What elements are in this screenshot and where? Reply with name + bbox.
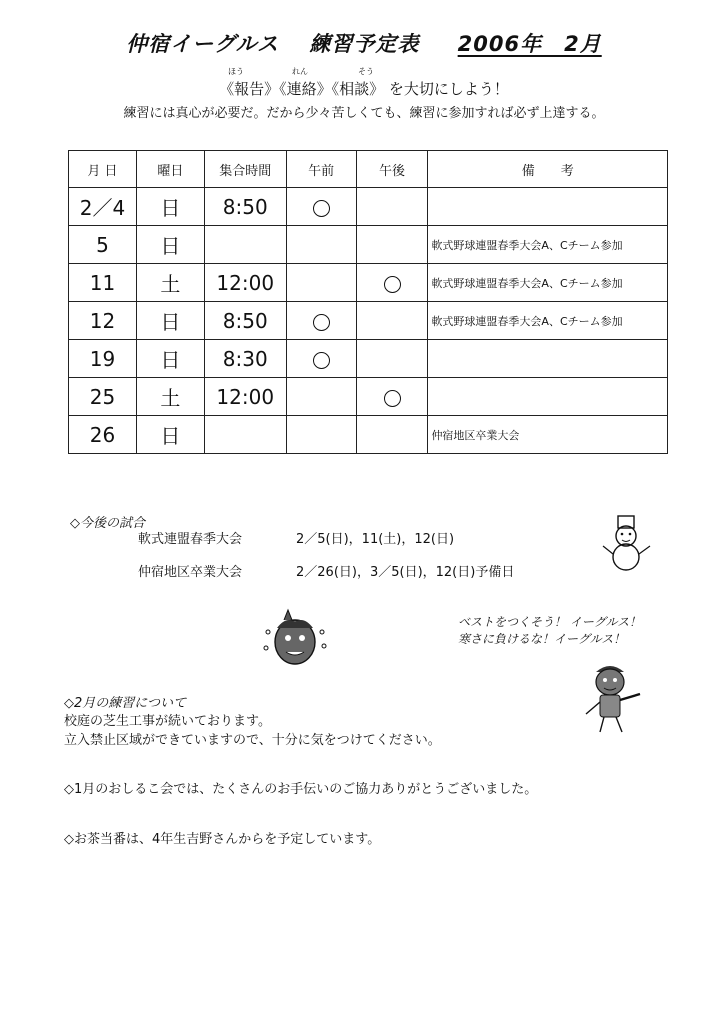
snowman-illustration <box>600 512 656 572</box>
cell-am <box>286 188 356 226</box>
cell-time: 12:00 <box>204 264 286 302</box>
baseball-player-illustration <box>576 656 646 736</box>
cell-note <box>428 188 668 226</box>
circle-mark <box>384 276 401 293</box>
cell-pm <box>356 416 428 454</box>
cell-note <box>428 340 668 378</box>
col-header-day: 曜日 <box>136 151 204 188</box>
cell-pm <box>356 226 428 264</box>
cell-date: 5 <box>69 226 137 264</box>
game-name: 仲宿地区卒業大会 <box>138 565 243 580</box>
cell-date: 25 <box>69 378 137 416</box>
cell-pm <box>356 264 428 302</box>
thanks-notice: ◇1月のおしるこ会では、たくさんのお手伝いのご協力ありがとうございました。 <box>64 782 538 797</box>
table-body <box>69 188 668 454</box>
cell-time <box>204 416 286 454</box>
cell-day: 土 <box>136 378 204 416</box>
col-header-pm: 午後 <box>356 151 428 188</box>
col-header-date: 月 日 <box>69 151 137 188</box>
schedule-table <box>68 150 668 454</box>
cell-date: 26 <box>69 416 137 454</box>
table-row <box>69 188 668 226</box>
cell-time: 8:50 <box>204 302 286 340</box>
cell-day: 日 <box>136 188 204 226</box>
col-header-am: 午前 <box>286 151 356 188</box>
game-dates: 2／26(日)，3／5(日)，12(日)予備日 <box>296 565 515 580</box>
game-dates: 2／5(日)，11(土)，12(日) <box>296 532 455 547</box>
circle-mark <box>313 314 330 331</box>
cell-am <box>286 226 356 264</box>
cell-note: 軟式野球連盟春季大会A、Cチーム参加 <box>428 226 668 264</box>
table-row <box>69 378 668 416</box>
practice-notice-heading: ◇2月の練習について <box>64 696 187 711</box>
cell-note <box>428 378 668 416</box>
col-header-notes: 備 考 <box>428 151 668 188</box>
table-row <box>69 302 668 340</box>
oni-mask-illustration <box>258 608 332 670</box>
team-name: 仲宿イーグルス <box>126 32 280 56</box>
slogan: 《報告》《連絡》《相談》 を大切にしよう！ <box>219 80 509 98</box>
cell-day: 日 <box>136 302 204 340</box>
cell-am <box>286 302 356 340</box>
circle-mark <box>313 200 330 217</box>
cheer-line-1: ベストをつくそう！ イーグルス！ <box>458 615 642 629</box>
game-name: 軟式連盟春季大会 <box>138 532 243 547</box>
cell-time: 8:30 <box>204 340 286 378</box>
cell-note: 軟式野球連盟春季大会A、Cチーム参加 <box>428 302 668 340</box>
practice-notice-line-1: 校庭の芝生工事が続いております。 <box>64 714 271 729</box>
cell-pm <box>356 340 428 378</box>
page-title <box>0 28 728 58</box>
cell-day: 日 <box>136 416 204 454</box>
table-row <box>69 340 668 378</box>
cell-time <box>204 226 286 264</box>
circle-mark <box>313 352 330 369</box>
practice-notice-line-2: 立入禁止区域ができていますので、十分に気をつけてください。 <box>64 733 441 748</box>
cell-time: 12:00 <box>204 378 286 416</box>
period: 2006年 2月 <box>457 32 602 56</box>
cell-day: 土 <box>136 264 204 302</box>
col-header-time: 集合時間 <box>204 151 286 188</box>
cell-date: 12 <box>69 302 137 340</box>
circle-mark <box>384 390 401 407</box>
table-row <box>69 416 668 454</box>
cell-note: 仲宿地区卒業大会 <box>428 416 668 454</box>
games-heading: ◇今後の試合 <box>70 516 145 531</box>
cell-date: 2／4 <box>69 188 137 226</box>
cell-am <box>286 340 356 378</box>
table-row <box>69 264 668 302</box>
cell-date: 19 <box>69 340 137 378</box>
cell-note: 軟式野球連盟春季大会A、Cチーム参加 <box>428 264 668 302</box>
cell-am <box>286 416 356 454</box>
cell-pm <box>356 188 428 226</box>
cell-pm <box>356 302 428 340</box>
cell-time: 8:50 <box>204 188 286 226</box>
cheer-line-2: 寒さに負けるな！イーグルス！ <box>458 632 626 646</box>
doc-type: 練習予定表 <box>309 32 420 56</box>
tea-duty-notice: ◇お茶当番は、4年生吉野さんからを予定しています。 <box>64 832 381 847</box>
cell-date: 11 <box>69 264 137 302</box>
slogan-subline: 練習には真心が必要だ。だから少々苦しくても、練習に参加すれば必ず上達する。 <box>123 106 605 121</box>
cell-am <box>286 264 356 302</box>
ruby-hou: ほう <box>228 67 244 76</box>
ruby-sou: そう <box>358 67 374 76</box>
cell-am <box>286 378 356 416</box>
table-row <box>69 226 668 264</box>
cell-day: 日 <box>136 340 204 378</box>
ruby-ren: れん <box>292 67 308 76</box>
cell-day: 日 <box>136 226 204 264</box>
cell-pm <box>356 378 428 416</box>
table-header-row <box>69 151 668 188</box>
